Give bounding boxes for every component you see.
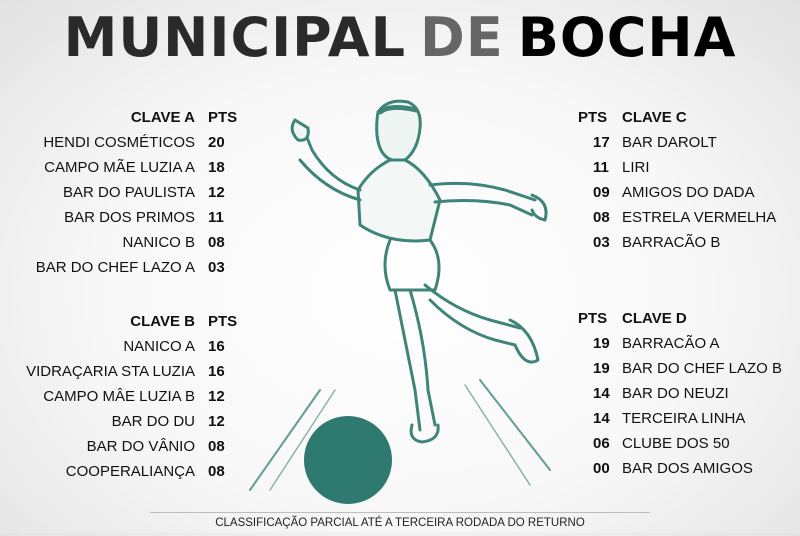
- team-points: 19: [593, 360, 610, 377]
- team-points: 03: [593, 234, 610, 251]
- team-points: 08: [593, 209, 610, 226]
- team-name: BAR DAROLT: [622, 134, 717, 151]
- table-row: [0, 334, 250, 359]
- team-name: BARRACÃO B: [622, 234, 721, 251]
- team-name: LIRI: [622, 159, 650, 176]
- team-name: CAMPO MÃE LUZIA A: [44, 159, 195, 176]
- table-row: [575, 431, 800, 456]
- team-points: 09: [593, 184, 610, 201]
- team-name: TERCEIRA LINHA: [622, 410, 746, 427]
- bocha-player-illustration: [240, 90, 560, 510]
- team-points: 12: [208, 388, 225, 405]
- team-points: 08: [208, 234, 225, 251]
- page-title: [0, 6, 800, 70]
- team-points: 08: [208, 438, 225, 455]
- footer-note: CLASSIFICAÇÃO PARCIAL ATÉ A TERCEIRA RODADA DO RETURNO: [0, 510, 800, 533]
- clave-c-title: CLAVE C: [622, 109, 687, 126]
- team-name: BAR DO NEUZI: [622, 385, 729, 402]
- table-row: [0, 409, 250, 434]
- table-row: [0, 205, 250, 230]
- clave-a-table: [0, 105, 250, 280]
- table-row: [575, 180, 800, 205]
- team-name: AMIGOS DO DADA: [622, 184, 755, 201]
- table-row: [575, 205, 800, 230]
- team-points: 12: [208, 413, 225, 430]
- team-name: BAR DO DU: [111, 413, 195, 430]
- team-points: 16: [208, 338, 225, 355]
- team-name: VIDRAÇARIA STA LUZIA: [26, 363, 195, 380]
- clave-d-table: [575, 306, 800, 481]
- team-points: 06: [593, 435, 610, 452]
- team-name: NANICO A: [123, 338, 195, 355]
- team-points: 20: [208, 134, 225, 151]
- clave-d-pts-label: PTS: [578, 310, 608, 327]
- team-name: BAR DO PAULISTA: [63, 184, 195, 201]
- clave-d-title: CLAVE D: [622, 310, 687, 327]
- team-name: BAR DO VÂNIO: [86, 438, 195, 455]
- team-name: CLUBE DOS 50: [622, 435, 730, 452]
- clave-c-pts-label: PTS: [578, 109, 608, 126]
- table-row: [0, 384, 250, 409]
- team-name: COOPERALIANÇA: [65, 463, 195, 480]
- team-points: 16: [208, 363, 225, 380]
- team-name: CAMPO MÂE LUZIA B: [43, 388, 195, 405]
- table-row: [575, 381, 800, 406]
- team-points: 08: [208, 463, 225, 480]
- team-points: 03: [208, 259, 225, 276]
- table-row: [0, 434, 250, 459]
- team-points: 19: [593, 335, 610, 352]
- bocha-ball-icon: [304, 416, 392, 504]
- team-name: BAR DOS PRIMOS: [64, 209, 195, 226]
- title-municipal: MUNICIPAL: [63, 6, 406, 69]
- table-row: [0, 255, 250, 280]
- title-bocha: BOCHA: [517, 6, 737, 69]
- table-row: [0, 155, 250, 180]
- clave-c-header: [575, 105, 800, 130]
- team-name: BAR DOS AMIGOS: [622, 460, 753, 477]
- team-points: 00: [593, 460, 610, 477]
- table-row: [575, 331, 800, 356]
- table-row: [0, 459, 250, 484]
- clave-a-pts-label: PTS: [208, 109, 238, 126]
- clave-a-title: CLAVE A: [130, 109, 195, 126]
- team-points: 11: [593, 159, 609, 176]
- table-row: [0, 180, 250, 205]
- team-points: 11: [208, 209, 224, 226]
- table-row: [575, 356, 800, 381]
- table-row: [0, 130, 250, 155]
- team-name: BAR DO CHEF LAZO B: [622, 360, 783, 377]
- team-points: 17: [593, 134, 610, 151]
- table-row: [0, 359, 250, 384]
- table-row: [575, 130, 800, 155]
- team-name: BARRACÃO A: [622, 335, 720, 352]
- title-de: DE: [420, 6, 504, 69]
- clave-c-table: [575, 105, 800, 255]
- clave-a-header: [0, 105, 250, 130]
- team-points: 14: [593, 385, 610, 402]
- team-points: 18: [208, 159, 225, 176]
- table-row: [0, 230, 250, 255]
- clave-d-header: [575, 306, 800, 331]
- clave-b-header: [0, 309, 250, 334]
- team-name: NANICO B: [122, 234, 195, 251]
- table-row: [575, 155, 800, 180]
- team-name: HENDI COSMÉTICOS: [43, 134, 195, 151]
- table-row: [575, 456, 800, 481]
- table-row: [575, 230, 800, 255]
- team-points: 14: [593, 410, 610, 427]
- team-name: ESTRELA VERMELHA: [622, 209, 777, 226]
- team-points: 12: [208, 184, 225, 201]
- team-name: BAR DO CHEF LAZO A: [35, 259, 195, 276]
- clave-b-pts-label: PTS: [208, 313, 238, 330]
- table-row: [575, 406, 800, 431]
- clave-b-title: CLAVE B: [130, 313, 195, 330]
- clave-b-table: [0, 309, 250, 484]
